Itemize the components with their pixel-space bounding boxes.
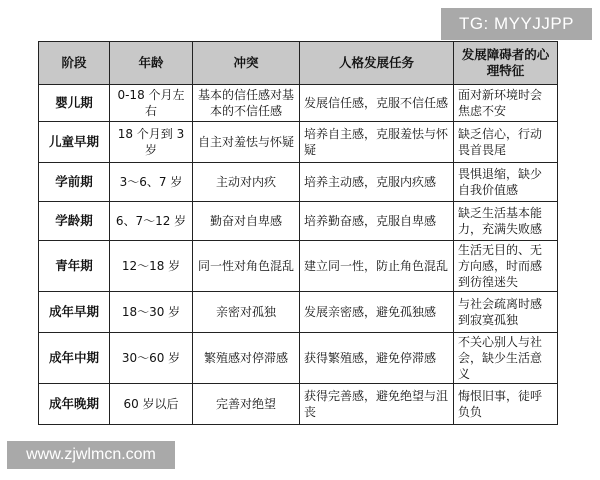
cell-conflict: 同一性对角色混乱 (193, 241, 300, 292)
cell-stage: 成年早期 (39, 292, 110, 333)
cell-stage: 青年期 (39, 241, 110, 292)
cell-task: 发展亲密感，避免孤独感 (300, 292, 454, 333)
cell-stage: 婴儿期 (39, 85, 110, 122)
table-row (39, 122, 558, 163)
cell-trait: 不关心别人与社会，缺少生活意义 (454, 333, 558, 384)
cell-conflict: 完善对绝望 (193, 384, 300, 425)
cell-task: 培养勤奋感，克服自卑感 (300, 202, 454, 241)
cell-age: 0-18 个月左右 (110, 85, 193, 122)
cell-stage: 学前期 (39, 163, 110, 202)
cell-conflict: 繁殖感对停滞感 (193, 333, 300, 384)
table-header-row (39, 42, 558, 85)
header-conflict: 冲突 (193, 42, 300, 85)
cell-trait: 缺乏信心，行动畏首畏尾 (454, 122, 558, 163)
cell-age: 30～60 岁 (110, 333, 193, 384)
table-row (39, 241, 558, 292)
cell-stage: 成年中期 (39, 333, 110, 384)
cell-conflict: 自主对羞怯与怀疑 (193, 122, 300, 163)
cell-task: 获得完善感，避免绝望与沮丧 (300, 384, 454, 425)
cell-task: 获得繁殖感，避免停滞感 (300, 333, 454, 384)
cell-trait: 生活无目的、无方向感，时而感到彷徨迷失 (454, 241, 558, 292)
cell-conflict: 勤奋对自卑感 (193, 202, 300, 241)
cell-age: 18～30 岁 (110, 292, 193, 333)
cell-task: 培养主动感，克服内疚感 (300, 163, 454, 202)
table-row (39, 202, 558, 241)
header-trait: 发展障碍者的心理特征 (454, 42, 558, 85)
cell-conflict: 主动对内疚 (193, 163, 300, 202)
cell-stage: 成年晚期 (39, 384, 110, 425)
cell-stage: 儿童早期 (39, 122, 110, 163)
cell-age: 18 个月到 3 岁 (110, 122, 193, 163)
watermark-bottom: www.zjwlmcn.com (7, 441, 175, 469)
header-stage: 阶段 (39, 42, 110, 85)
table-row (39, 384, 558, 425)
header-age: 年龄 (110, 42, 193, 85)
cell-stage: 学龄期 (39, 202, 110, 241)
cell-conflict: 基本的信任感对基本的不信任感 (193, 85, 300, 122)
cell-age: 60 岁以后 (110, 384, 193, 425)
header-task: 人格发展任务 (300, 42, 454, 85)
table-row (39, 163, 558, 202)
cell-age: 3～6、7 岁 (110, 163, 193, 202)
cell-trait: 与社会疏离时感到寂寞孤独 (454, 292, 558, 333)
cell-age: 6、7～12 岁 (110, 202, 193, 241)
cell-task: 建立同一性，防止角色混乱 (300, 241, 454, 292)
cell-trait: 畏惧退缩，缺少自我价值感 (454, 163, 558, 202)
cell-task: 发展信任感，克服不信任感 (300, 85, 454, 122)
table-row (39, 292, 558, 333)
cell-age: 12～18 岁 (110, 241, 193, 292)
table-row (39, 85, 558, 122)
development-stages-table (38, 41, 558, 425)
cell-task: 培养自主感，克服羞怯与怀疑 (300, 122, 454, 163)
cell-trait: 悔恨旧事，徒呼负负 (454, 384, 558, 425)
cell-conflict: 亲密对孤独 (193, 292, 300, 333)
table-row (39, 333, 558, 384)
watermark-top: TG: MYYJJPP (441, 8, 592, 40)
cell-trait: 面对新环境时会焦虑不安 (454, 85, 558, 122)
cell-trait: 缺乏生活基本能力，充满失败感 (454, 202, 558, 241)
